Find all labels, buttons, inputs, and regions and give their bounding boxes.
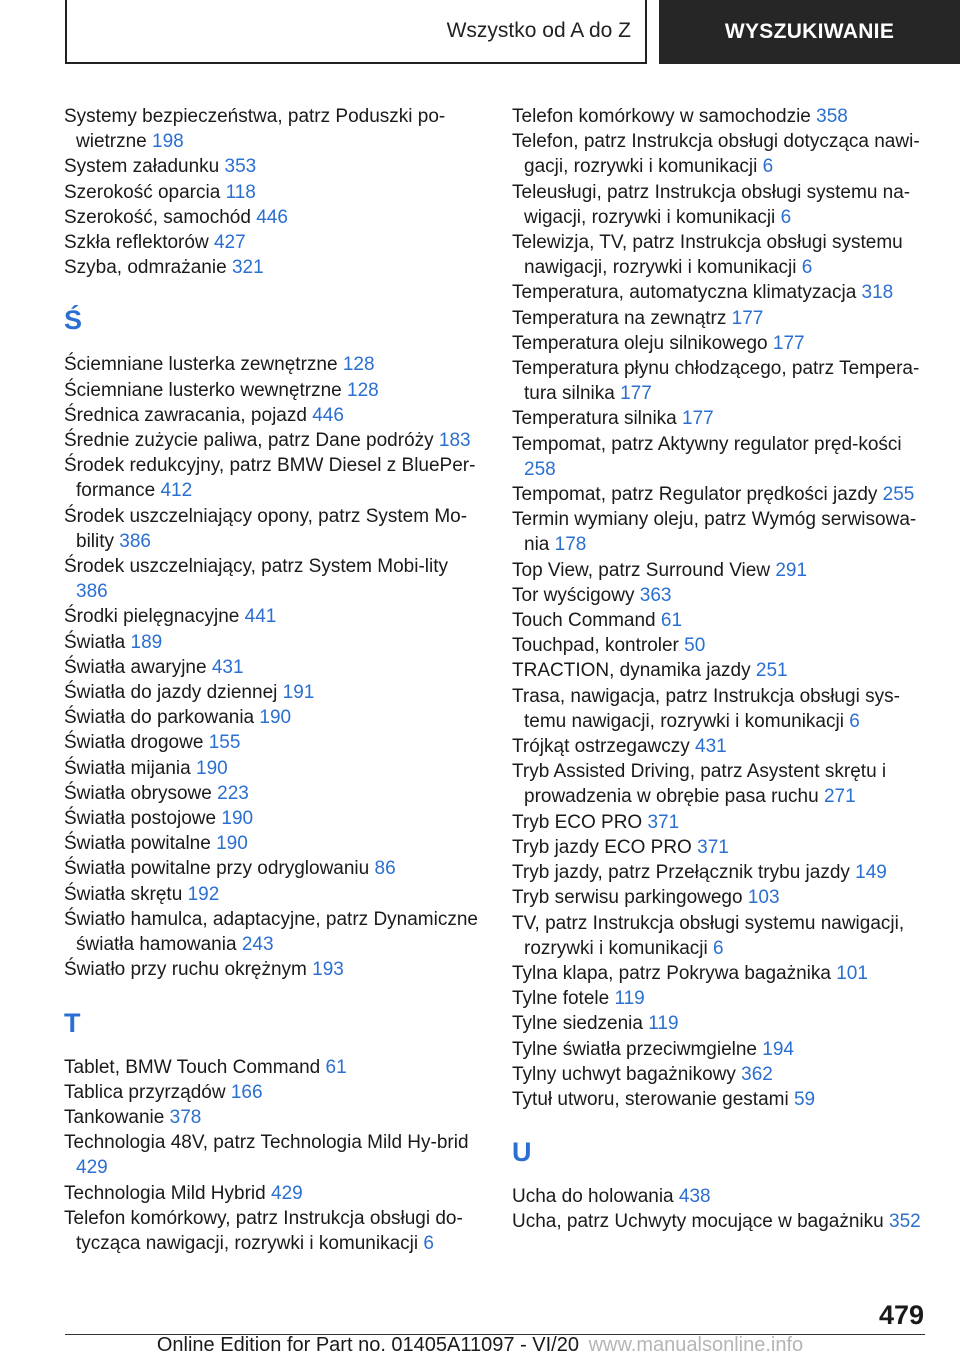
index-entry-text: Tryb Assisted Driving, patrz Asystent skrętu i prowadzenia w obrębie pasa ruchu bbox=[512, 761, 887, 808]
page-link[interactable]: 190 bbox=[196, 757, 228, 779]
index-entry bbox=[64, 230, 484, 255]
index-entry-text: Tablet, BMW Touch Command bbox=[64, 1056, 321, 1078]
page-link[interactable]: 386 bbox=[119, 530, 151, 552]
page-header bbox=[65, 0, 960, 64]
page-link[interactable]: 194 bbox=[762, 1038, 794, 1060]
index-entry-text: Technologia 48V, patrz Technologia Mild Hy-brid bbox=[64, 1132, 469, 1154]
site-watermark: www.manualsonline.info bbox=[588, 1334, 804, 1356]
page-link[interactable]: 271 bbox=[823, 786, 856, 808]
page-link[interactable]: 371 bbox=[647, 811, 680, 833]
index-entry bbox=[64, 1055, 484, 1080]
index-entry-text: Tryb ECO PRO bbox=[512, 811, 643, 833]
page-link[interactable]: 291 bbox=[775, 559, 808, 581]
index-entry-text: Telewizja, TV, patrz Instrukcja obsługi systemu nawigacji, rozrywki i komunikacji bbox=[512, 232, 903, 279]
index-entry-text: Ucha do holowania bbox=[512, 1186, 674, 1208]
index-entry bbox=[512, 180, 932, 230]
page-link[interactable]: 189 bbox=[130, 631, 163, 653]
page-link[interactable]: 251 bbox=[755, 660, 788, 682]
index-entry bbox=[64, 154, 484, 179]
index-entry-text: Touch Command bbox=[512, 610, 656, 632]
page-number: 479 bbox=[878, 1300, 924, 1330]
index-entry bbox=[512, 911, 932, 961]
index-entry-text: Tylne siedzenia bbox=[512, 1013, 643, 1035]
index-entry-text: Tryb jazdy ECO PRO bbox=[512, 836, 692, 858]
page-link[interactable]: 431 bbox=[211, 656, 244, 678]
page-link[interactable]: 177 bbox=[731, 307, 764, 329]
page-link[interactable]: 191 bbox=[282, 682, 315, 704]
index-entry-text: Telefon komórkowy w samochodzie bbox=[512, 106, 811, 127]
index-entry-text: Średnie zużycie paliwa, patrz Dane podróży bbox=[64, 430, 434, 452]
page-link[interactable]: 6 bbox=[780, 206, 792, 228]
page-link[interactable]: 429 bbox=[271, 1182, 303, 1204]
index-entry bbox=[64, 604, 484, 629]
index-entry bbox=[512, 961, 932, 986]
index-entry-text: Tryb serwisu parkingowego bbox=[512, 887, 743, 909]
page-link[interactable]: 86 bbox=[374, 858, 396, 880]
index-entry bbox=[512, 230, 932, 280]
index-entry-text: Temperatura płynu chłodzącego, patrz Tempera-tura silnika bbox=[512, 358, 920, 405]
index-entry-text: Tylny uchwyt bagażnikowy bbox=[512, 1063, 736, 1085]
page-link[interactable]: 321 bbox=[231, 257, 264, 279]
index-entry bbox=[512, 356, 932, 406]
index-entry bbox=[64, 378, 484, 403]
search-tab[interactable] bbox=[659, 0, 960, 64]
index-entry bbox=[512, 104, 932, 129]
index-entry bbox=[512, 331, 932, 356]
page-link[interactable]: 59 bbox=[793, 1088, 816, 1110]
index-entry-text: Systemy bezpieczeństwa, patrz Poduszki po-wietrzne bbox=[64, 106, 446, 153]
index-letter-heading: T bbox=[64, 1007, 81, 1038]
page-link[interactable]: 118 bbox=[225, 181, 256, 203]
index-entry bbox=[64, 453, 484, 503]
index-entry bbox=[512, 406, 932, 431]
index-entry bbox=[512, 810, 932, 835]
index-entry-text: Ucha, patrz Uchwyty mocujące w bagażniku bbox=[512, 1211, 884, 1233]
page-link[interactable]: 61 bbox=[660, 610, 683, 632]
index-letter-heading: U bbox=[512, 1137, 532, 1168]
page-link[interactable]: 149 bbox=[855, 862, 887, 884]
page-link[interactable]: 190 bbox=[221, 808, 254, 830]
index-entry bbox=[64, 255, 484, 280]
page-link[interactable]: 193 bbox=[312, 959, 344, 981]
page-link[interactable]: 441 bbox=[244, 606, 277, 628]
index-entry bbox=[64, 957, 484, 982]
page-footer bbox=[0, 1334, 960, 1357]
search-tab-label: WYSZUKIWANIE bbox=[724, 20, 895, 43]
index-entry bbox=[64, 907, 484, 957]
index-entry-text: Tylne światła przeciwmgielne bbox=[512, 1038, 757, 1060]
index-entry bbox=[512, 633, 932, 658]
page-link[interactable]: 192 bbox=[187, 883, 220, 905]
page-link[interactable]: 258 bbox=[524, 458, 556, 480]
index-entry bbox=[64, 806, 484, 831]
index-entry bbox=[512, 835, 932, 860]
index-entry-text: Telefon, patrz Instrukcja obsługi dotycząca nawi-gacji, rozrywki i komunikacji bbox=[512, 131, 920, 178]
index-entry-text: Tylne fotele bbox=[512, 988, 610, 1010]
index-entry bbox=[64, 655, 484, 680]
index-entry bbox=[512, 658, 932, 683]
index-entry bbox=[512, 860, 932, 885]
page-link[interactable]: 6 bbox=[423, 1232, 434, 1254]
page-link[interactable]: 183 bbox=[438, 430, 471, 452]
index-entry-text: Tankowanie bbox=[64, 1106, 165, 1128]
page-link[interactable]: 119 bbox=[614, 988, 645, 1010]
index-entry-text: Temperatura na zewnątrz bbox=[512, 307, 727, 329]
index-entry bbox=[512, 129, 932, 179]
index-entry bbox=[512, 734, 932, 759]
index-entry-text: Światła do parkowania bbox=[64, 707, 255, 729]
index-entry bbox=[64, 756, 484, 781]
page-link[interactable]: 438 bbox=[678, 1186, 711, 1208]
index-entry-text: TRACTION, dynamika jazdy bbox=[512, 660, 751, 682]
page-link[interactable]: 6 bbox=[849, 710, 860, 732]
page-link[interactable]: 446 bbox=[312, 404, 344, 426]
index-entry bbox=[64, 831, 484, 856]
page-link[interactable]: 198 bbox=[152, 131, 184, 153]
index-entry-text: Tor wyścigowy bbox=[512, 584, 635, 606]
section-tab-label: Wszystko od A do Z bbox=[446, 19, 631, 42]
index-entry-text: Światła skrętu bbox=[64, 883, 183, 905]
index-entry-text: Światła postojowe bbox=[64, 808, 217, 830]
index-entry-text: Światło przy ruchu okrężnym bbox=[64, 959, 307, 981]
index-entry-text: Środek uszczelniający, patrz System Mobi-lity bbox=[64, 556, 448, 578]
index-entry bbox=[512, 885, 932, 910]
page-link[interactable]: 353 bbox=[224, 156, 257, 178]
page-link[interactable]: 6 bbox=[762, 156, 774, 178]
index-entry-text: Ściemniane lusterka zewnętrzne bbox=[64, 354, 338, 376]
page-link[interactable]: 103 bbox=[747, 887, 780, 909]
index-entry bbox=[64, 1181, 484, 1206]
index-entry bbox=[64, 680, 484, 705]
index-entry-text: Tempomat, patrz Aktywny regulator pręd-kości bbox=[512, 433, 902, 455]
index-entry-text: Światło hamulca, adaptacyjne, patrz Dynamiczne światła hamowania bbox=[64, 908, 478, 956]
page-link[interactable]: 177 bbox=[620, 383, 652, 405]
index-entry bbox=[64, 856, 484, 881]
index-entry bbox=[64, 504, 484, 554]
index-entry-text: Światła bbox=[64, 631, 126, 653]
index-entry-text: Temperatura, automatyczna klimatyzacja bbox=[512, 282, 857, 304]
index-entry-text: Temperatura oleju silnikowego bbox=[512, 332, 768, 354]
page-link[interactable]: 190 bbox=[216, 833, 248, 855]
index-entry bbox=[512, 1037, 932, 1062]
page-link[interactable]: 427 bbox=[213, 232, 246, 254]
index-entry-text: Teleusługi, patrz Instrukcja obsługi systemu na-wigacji, rozrywki i komunikacji bbox=[512, 181, 911, 228]
index-entry-text: Tylna klapa, patrz Pokrywa bagażnika bbox=[512, 962, 831, 984]
index-entry-text: Top View, patrz Surround View bbox=[512, 559, 771, 581]
index-entry bbox=[512, 583, 932, 608]
page-link[interactable]: 352 bbox=[889, 1211, 921, 1233]
page-link[interactable]: 243 bbox=[241, 934, 274, 956]
page-link[interactable]: 61 bbox=[325, 1056, 347, 1078]
index-entry bbox=[64, 730, 484, 755]
page-link[interactable]: 371 bbox=[697, 836, 729, 858]
index-entry-text: Telefon komórkowy, patrz Instrukcja obsługi do-tycząca nawigacji, rozrywki i komunikacji bbox=[64, 1207, 463, 1254]
index-entry bbox=[512, 558, 932, 583]
index-entry bbox=[64, 180, 484, 205]
index-entry-text: Tempomat, patrz Regulator prędkości jazdy bbox=[512, 484, 878, 506]
index-entry-text: Światła powitalne bbox=[64, 833, 211, 855]
page-link[interactable]: 223 bbox=[217, 782, 249, 804]
page-link[interactable]: 386 bbox=[76, 581, 108, 603]
index-entry bbox=[64, 352, 484, 377]
index-entry-text: Tablica przyrządów bbox=[64, 1081, 226, 1103]
index-column-right bbox=[512, 104, 932, 1235]
index-entry-text: Termin wymiany oleju, patrz Wymóg serwisowa-nia bbox=[512, 509, 917, 556]
page-link[interactable]: 362 bbox=[741, 1063, 773, 1085]
index-entry-text: Technologia Mild Hybrid bbox=[64, 1182, 266, 1204]
index-entry bbox=[512, 608, 932, 633]
page-link[interactable]: 166 bbox=[230, 1081, 263, 1103]
index-entry-text: Tytuł utworu, sterowanie gestami bbox=[512, 1088, 789, 1110]
edition-text: Online Edition for Part no. 01405A11097 - VI/20 bbox=[156, 1334, 579, 1356]
index-entry bbox=[64, 1206, 484, 1256]
index-entry bbox=[64, 1130, 484, 1180]
page-link[interactable]: 50 bbox=[684, 635, 706, 657]
index-entry bbox=[512, 1087, 932, 1112]
index-entry-text: Światła drogowe bbox=[64, 732, 204, 754]
index-entry-text: Środek uszczelniający opony, patrz System Mo-bility bbox=[64, 505, 468, 552]
index-entry-text: Średnica zawracania, pojazd bbox=[64, 404, 307, 426]
page-link[interactable]: 190 bbox=[259, 707, 292, 729]
page-link[interactable]: 178 bbox=[554, 534, 587, 556]
index-entry bbox=[64, 705, 484, 730]
index-entry bbox=[64, 781, 484, 806]
page-link[interactable]: 6 bbox=[801, 257, 813, 279]
index-entry bbox=[512, 1062, 932, 1087]
page-link[interactable]: 128 bbox=[342, 354, 375, 376]
index-entry-text: Szyba, odmrażanie bbox=[64, 257, 227, 279]
page-link[interactable]: 412 bbox=[160, 480, 193, 502]
index-entry-text: Środek redukcyjny, patrz BMW Diesel z BluePer-formance bbox=[64, 455, 476, 502]
page-link[interactable]: 429 bbox=[76, 1157, 108, 1179]
index-entry-text: Trasa, nawigacja, patrz Instrukcja obsługi sys-temu nawigacji, rozrywki i komunikacji bbox=[512, 685, 900, 732]
index-entry-text: Światła awaryjne bbox=[64, 656, 207, 678]
index-entry-text: Światła do jazdy dziennej bbox=[64, 682, 278, 704]
index-entry-text: Szerokość oparcia bbox=[64, 181, 221, 203]
index-entry bbox=[64, 882, 484, 907]
index-entry bbox=[512, 280, 932, 305]
index-entry bbox=[64, 104, 484, 154]
page-link[interactable]: 358 bbox=[816, 106, 848, 127]
index-letter-heading: Ś bbox=[64, 305, 83, 336]
index-entry-text: Światła mijania bbox=[64, 757, 191, 779]
index-entry-text: Światła powitalne przy odryglowaniu bbox=[64, 858, 370, 880]
page-link[interactable]: 6 bbox=[712, 937, 724, 959]
page-link[interactable]: 177 bbox=[682, 408, 714, 430]
page-link[interactable]: 155 bbox=[208, 732, 241, 754]
index-entry bbox=[64, 1080, 484, 1105]
index-entry bbox=[512, 1011, 932, 1036]
page-link[interactable]: 128 bbox=[347, 379, 379, 401]
index-entry bbox=[64, 403, 484, 428]
index-entry-text: Światła obrysowe bbox=[64, 782, 212, 804]
page-link[interactable]: 446 bbox=[256, 206, 288, 228]
index-entry-text: Szerokość, samochód bbox=[64, 206, 251, 228]
index-entry-text: Szkła reflektorów bbox=[64, 232, 209, 254]
index-entry bbox=[64, 630, 484, 655]
index-entry bbox=[512, 986, 932, 1011]
page-link[interactable]: 101 bbox=[836, 962, 868, 984]
index-entry-text: Touchpad, kontroler bbox=[512, 635, 679, 657]
index-entry bbox=[512, 432, 932, 482]
page-link[interactable]: 177 bbox=[772, 332, 805, 354]
index-entry-text: Tryb jazdy, patrz Przełącznik trybu jazdy bbox=[512, 862, 850, 884]
page-link[interactable]: 431 bbox=[695, 736, 727, 758]
index-entry bbox=[512, 1209, 932, 1234]
page-link[interactable]: 119 bbox=[648, 1013, 679, 1035]
page-link[interactable]: 378 bbox=[169, 1106, 202, 1128]
index-entry bbox=[64, 554, 484, 604]
index-entry bbox=[512, 306, 932, 331]
index-entry bbox=[512, 482, 932, 507]
index-entry bbox=[64, 428, 484, 453]
index-entry bbox=[512, 1184, 932, 1209]
index-entry bbox=[64, 205, 484, 230]
section-tab[interactable] bbox=[65, 0, 647, 64]
page-link[interactable]: 255 bbox=[882, 484, 915, 506]
index-entry bbox=[512, 507, 932, 557]
index-entry-text: System załadunku bbox=[64, 156, 220, 178]
index-entry bbox=[512, 684, 932, 734]
index-entry bbox=[64, 1105, 484, 1130]
index-column-left bbox=[64, 104, 484, 1256]
index-entry bbox=[512, 759, 932, 809]
index-entry-text: TV, patrz Instrukcja obsługi systemu nawigacji, rozrywki i komunikacji bbox=[512, 912, 905, 959]
index-entry-text: Trójkąt ostrzegawczy bbox=[512, 736, 690, 758]
index-entry-text: Temperatura silnika bbox=[512, 408, 677, 430]
index-entry-text: Środki pielęgnacyjne bbox=[64, 606, 240, 628]
index-entry-text: Ściemniane lusterko wewnętrzne bbox=[64, 379, 342, 401]
page-link[interactable]: 318 bbox=[861, 282, 894, 304]
page-link[interactable]: 363 bbox=[639, 584, 672, 606]
